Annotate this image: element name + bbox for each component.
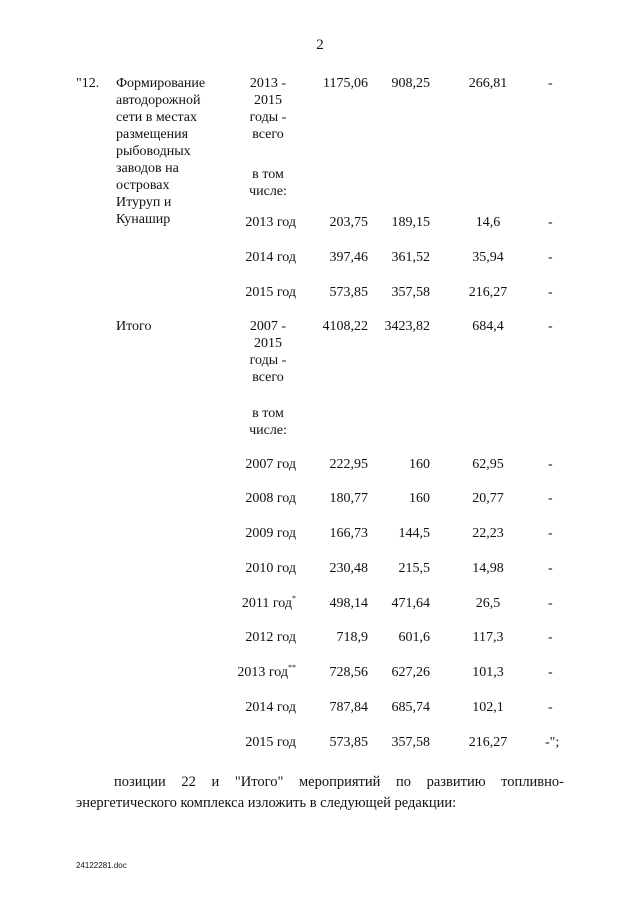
- total-value: 166,73: [329, 526, 368, 541]
- total-value: 222,95: [329, 457, 368, 472]
- other-value: -";: [545, 735, 560, 750]
- federal-value: 471,64: [391, 596, 430, 611]
- year-row: [0, 734, 640, 751]
- row-name-line: островах: [116, 178, 170, 193]
- row-name-line: сети в местах: [116, 110, 197, 125]
- period-line: годы -: [249, 353, 287, 368]
- total-value: 728,56: [329, 665, 368, 680]
- year-label: 2014 год: [245, 250, 296, 265]
- regional-value: 20,77: [472, 491, 504, 506]
- year-row: [0, 629, 640, 646]
- other-value: -: [548, 526, 553, 541]
- including-cell: [230, 405, 306, 439]
- row-name-line: Кунашир: [116, 212, 171, 227]
- year-row: [0, 525, 640, 542]
- federal-value: 160: [409, 457, 430, 472]
- year-row: [0, 214, 640, 231]
- year-label: 2011 год*: [241, 594, 296, 611]
- federal-value: 215,5: [398, 561, 430, 576]
- period-line: 2015: [254, 336, 282, 351]
- regional-value: 216,27: [468, 735, 508, 750]
- regional-value: 22,23: [472, 526, 504, 541]
- paragraph-line: позиции 22 и "Итого" мероприятий по развитию топливно-: [114, 774, 564, 790]
- footer-filename: 24122281.doc: [76, 861, 127, 870]
- federal-value: 3423,82: [384, 319, 430, 334]
- federal-value: 357,58: [391, 735, 430, 750]
- other-value: -: [548, 457, 553, 472]
- period-line: годы -: [249, 110, 287, 125]
- period-line: 2013 -: [249, 76, 287, 91]
- period-line: 2015: [254, 93, 282, 108]
- body-paragraph: [76, 772, 564, 814]
- federal-value: 601,6: [398, 630, 430, 645]
- regional-value: 216,27: [468, 285, 508, 300]
- year-label: 2013 год: [245, 215, 296, 230]
- year-label: 2015 год: [245, 285, 296, 300]
- including-line: в том: [252, 167, 284, 182]
- federal-value: 144,5: [398, 526, 430, 541]
- year-row: [0, 490, 640, 507]
- year-row: [0, 595, 640, 612]
- total-value: 230,48: [329, 561, 368, 576]
- other-value: -: [548, 491, 553, 506]
- year-row: [0, 284, 640, 301]
- regional-value: 62,95: [472, 457, 504, 472]
- including-line: в том: [252, 406, 284, 421]
- other-value: -: [548, 319, 553, 334]
- federal-value: 357,58: [391, 285, 430, 300]
- regional-value: 266,81: [468, 76, 508, 91]
- total-value: 203,75: [329, 215, 368, 230]
- year-label: 2013 год**: [237, 663, 296, 680]
- total-value: 397,46: [329, 250, 368, 265]
- year-label: 2010 год: [245, 561, 296, 576]
- total-value: 573,85: [329, 285, 368, 300]
- row-number: "12.: [76, 76, 100, 91]
- row-name: [116, 75, 236, 228]
- total-value: 1175,06: [323, 76, 368, 91]
- page-number: 2: [316, 37, 324, 53]
- year-row: [0, 664, 640, 681]
- other-value: -: [548, 700, 553, 715]
- other-value: -: [548, 215, 553, 230]
- total-value: 4108,22: [322, 319, 368, 334]
- year-label: 2009 год: [245, 526, 296, 541]
- regional-value: 117,3: [472, 630, 504, 645]
- year-row: [0, 456, 640, 473]
- regional-value: 102,1: [472, 700, 504, 715]
- federal-value: 627,26: [391, 665, 430, 680]
- year-row: [0, 699, 640, 716]
- federal-value: 685,74: [391, 700, 430, 715]
- row-name-line: Формирование: [116, 76, 206, 91]
- federal-value: 908,25: [391, 76, 430, 91]
- federal-value: 189,15: [391, 215, 430, 230]
- other-value: -: [548, 596, 553, 611]
- paragraph-line: энергетического комплекса изложить в следующей редакции:: [76, 795, 457, 811]
- other-value: -: [548, 76, 553, 91]
- year-label: 2007 год: [245, 457, 296, 472]
- row-name-line: размещения: [116, 127, 189, 142]
- period-cell: [230, 318, 306, 386]
- year-label: 2012 год: [245, 630, 296, 645]
- total-value: 718,9: [336, 630, 368, 645]
- year-label: 2008 год: [245, 491, 296, 506]
- row-name-line: заводов на: [116, 161, 179, 176]
- year-row: [0, 560, 640, 577]
- other-value: -: [548, 250, 553, 265]
- including-line: числе:: [249, 184, 287, 199]
- row-name-line: Итуруп и: [116, 195, 172, 210]
- other-value: -: [548, 665, 553, 680]
- total-value: 498,14: [329, 596, 368, 611]
- total-value: 787,84: [329, 700, 368, 715]
- year-row: [0, 249, 640, 266]
- total-value: 573,85: [329, 735, 368, 750]
- regional-value: 684,4: [472, 319, 504, 334]
- other-value: -: [548, 630, 553, 645]
- period-line: всего: [252, 127, 284, 142]
- including-line: числе:: [249, 423, 287, 438]
- regional-value: 26,5: [475, 596, 501, 611]
- period-cell: [230, 75, 306, 143]
- itogo-label: Итого: [116, 319, 152, 334]
- period-line: 2007 -: [249, 319, 287, 334]
- federal-value: 160: [409, 491, 430, 506]
- period-line: всего: [252, 370, 284, 385]
- other-value: -: [548, 285, 553, 300]
- year-label: 2014 год: [245, 700, 296, 715]
- year-label: 2015 год: [245, 735, 296, 750]
- including-cell: [230, 166, 306, 200]
- federal-value: 361,52: [391, 250, 430, 265]
- total-value: 180,77: [329, 491, 368, 506]
- regional-value: 14,6: [475, 215, 501, 230]
- regional-value: 14,98: [472, 561, 504, 576]
- row-name-line: рыбоводных: [116, 144, 191, 159]
- other-value: -: [548, 561, 553, 576]
- regional-value: 101,3: [472, 665, 504, 680]
- row-name-line: автодорожной: [116, 93, 201, 108]
- regional-value: 35,94: [472, 250, 504, 265]
